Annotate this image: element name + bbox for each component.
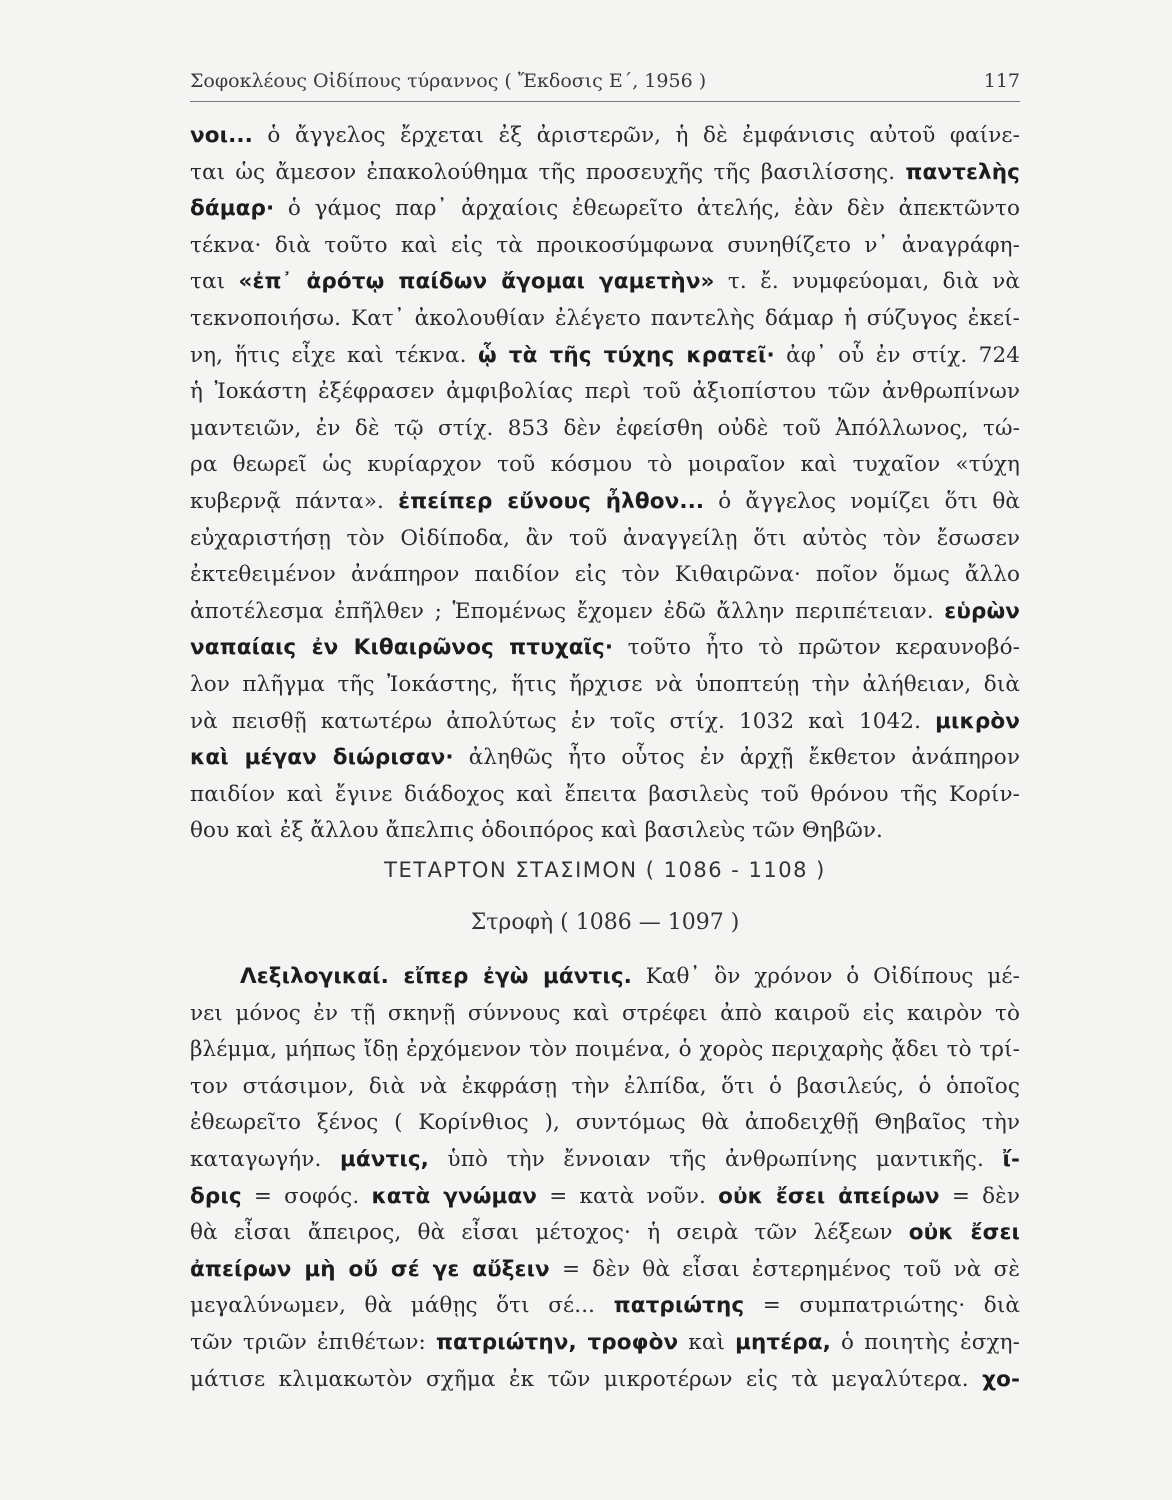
bold-term: δρις xyxy=(190,1183,242,1209)
text-line xyxy=(190,118,1020,155)
text-run: νὰ πεισθῇ κατωτέρω ἀπολύτως ἐν τοῖς στίχ. 1032 καὶ 1042. xyxy=(190,708,936,734)
text-run: θὰ εἶσαι ἄπειρος, θὰ εἶσαι μέτοχος· ἡ σειρὰ τῶν λέξεων xyxy=(190,1220,909,1246)
text-line xyxy=(190,155,1020,192)
text-line xyxy=(190,1252,1020,1289)
text-line xyxy=(190,484,1020,521)
text-line xyxy=(190,777,1020,814)
bold-term: μάντις, xyxy=(340,1146,429,1172)
running-header xyxy=(190,70,1020,92)
text-line xyxy=(190,996,1020,1033)
text-line xyxy=(190,740,1020,777)
running-title: Σοφοκλέους Οἰδίπους τύραννος ( Ἔκδοσις Ε΄, 1956 ) xyxy=(190,70,707,92)
section-title: ΤΕΤΑΡΤΟΝ ΣΤΑΣΙΜΟΝ ( 1086 - 1108 ) xyxy=(384,858,826,882)
text-line xyxy=(190,338,1020,375)
text-line xyxy=(190,1105,1020,1142)
text-run: τον στάσιμον, διὰ νὰ ἐκφράσῃ τὴν ἐλπίδα, ὅτι ὁ βασιλεύς, ὁ ὁποῖος xyxy=(190,1073,1020,1099)
text-run: μαντειῶν, ἐν δὲ τῷ στίχ. 853 δὲν ἐφείσθη οὐδὲ τοῦ Ἀπόλλωνος, τώ- xyxy=(190,415,1020,441)
text-run: ἐθεωρεῖτο ξένος ( Κορίνθιος ), συντόμως θὰ ἀποδειχθῇ Θηβαῖος τὴν xyxy=(190,1110,1020,1136)
bold-term: ἀπείρων μὴ οὔ σέ γε αὔξειν xyxy=(190,1256,550,1282)
text-line xyxy=(190,1325,1020,1362)
text-run: ται xyxy=(190,269,239,295)
bold-term: καὶ μέγαν διώρισαν· xyxy=(190,745,454,771)
text-run: ἀποτέλεσμα ἐπῆλθεν ; Ἑπομένως ἔχομεν ἐδῶ ἄλλην περιπέτειαν. xyxy=(190,598,945,624)
bold-term: οὐκ ἔσει ἀπείρων xyxy=(718,1183,940,1209)
text-line xyxy=(190,264,1020,301)
text-run: ἀφ᾽ οὗ ἐν στίχ. 724 xyxy=(774,342,1020,368)
text-run: καὶ xyxy=(678,1329,736,1355)
text-run: τοῦτο ἦτο τὸ πρῶτον κεραυνοβό- xyxy=(613,635,1020,661)
text-line xyxy=(190,594,1020,631)
text-line xyxy=(190,1362,1020,1399)
bold-term: Λεξιλογικαί. εἴπερ ἐγὼ μάντις. xyxy=(240,964,632,989)
text-run: ἡ Ἰοκάστη ἐξέφρασεν ἀμφιβολίας περὶ τοῦ ἀξιοπίστου τῶν ἀνθρωπίνων xyxy=(190,379,1020,405)
text-line xyxy=(190,447,1020,484)
text-line xyxy=(190,1288,1020,1325)
commentary-paragraph-2 xyxy=(190,959,1020,1398)
text-run: ὁ γάμος παρ᾽ ἀρχαίοις ἐθεωρεῖτο ἀτελής, ἐὰν δὲν ἀπεκτῶντο xyxy=(274,196,1020,222)
text-line xyxy=(190,813,1020,850)
text-run: τῶν τριῶν ἐπιθέτων: xyxy=(190,1329,436,1355)
bold-term: μητέρα, xyxy=(735,1329,831,1355)
text-line xyxy=(190,1179,1020,1216)
text-run: νει μόνος ἐν τῇ σκηνῇ σύννους καὶ στρέφει ἀπὸ καιροῦ εἰς καιρὸν τὸ xyxy=(190,1000,1020,1026)
bold-term: ᾧ τὰ τῆς τύχης κρατεῖ· xyxy=(477,342,775,368)
text-line xyxy=(190,557,1020,594)
text-line xyxy=(190,1069,1020,1106)
text-line xyxy=(190,959,1020,996)
text-run: εὐχαριστήσῃ τὸν Οἰδίποδα, ἂν τοῦ ἀναγγείλῃ ὅτι αὐτὸς τὸν ἔσωσεν xyxy=(190,525,1020,551)
bold-term: παντελὴς xyxy=(905,159,1020,185)
bold-term: «ἐπ᾽ ἀρότῳ παίδων ἄγομαι γαμετὴν» xyxy=(238,269,715,295)
text-line xyxy=(190,1142,1020,1179)
bold-term: οὐκ ἔσει xyxy=(908,1220,1020,1246)
text-line xyxy=(190,1032,1020,1069)
bold-term: ναπαίαις ἐν Κιθαιρῶνος πτυχαῖς· xyxy=(190,635,614,661)
text-line xyxy=(190,411,1020,448)
text-run: = δὲν θὰ εἶσαι ἐστερημένος τοῦ νὰ σὲ xyxy=(549,1256,1020,1282)
text-run: καταγωγήν. xyxy=(190,1146,340,1172)
text-run: θου καὶ ἐξ ἄλλου ἄπελπις ὁδοιπόρος καὶ βασιλεὺς τῶν Θηβῶν. xyxy=(190,818,883,844)
text-run: μεγαλύνωμεν, θὰ μάθῃς ὅτι σέ... xyxy=(190,1293,614,1319)
section-subtitle: Στροφὴ ( 1086 — 1097 ) xyxy=(470,910,740,935)
text-run: ἐκτεθειμένον ἀνάπηρον παιδίον εἰς τὸν Κιθαιρῶνα· ποῖον ὅμως ἄλλο xyxy=(190,562,1020,588)
text-run: νη, ἥτις εἶχε καὶ τέκνα. xyxy=(190,342,478,368)
bold-term: νοι... xyxy=(190,123,253,148)
text-line xyxy=(190,630,1020,667)
text-line xyxy=(190,704,1020,741)
bold-term: πατριώτης xyxy=(613,1293,745,1319)
text-run: = συμπατριώτης· διὰ xyxy=(744,1293,1020,1319)
text-run: ὁ ἄγγελος ἔρχεται ἐξ ἀριστερῶν, ἡ δὲ ἐμφάνισις αὐτοῦ φαίνε- xyxy=(252,123,1020,148)
text-line xyxy=(190,191,1020,228)
text-run: τέκνα· διὰ τοῦτο καὶ εἰς τὰ προικοσύμφωνα συνηθίζετο ν᾽ ἀναγράφη- xyxy=(190,232,1020,258)
page-number: 117 xyxy=(983,70,1020,92)
text-run: ρα θεωρεῖ ὡς κυρίαρχον τοῦ κόσμου τὸ μοιραῖον καὶ τυχαῖον «τύχη xyxy=(190,452,1020,478)
text-run: λον πλῆγμα τῆς Ἰοκάστης, ἥτις ἤρχισε νὰ ὑποπτεύῃ τὴν ἀλήθειαν, διὰ xyxy=(190,671,1020,697)
bold-term: εὑρὼν xyxy=(944,598,1020,624)
text-run: τ. ἔ. νυμφεύομαι, διὰ νὰ xyxy=(714,269,1020,295)
text-run: = δὲν xyxy=(939,1183,1020,1209)
text-run: = σοφός. xyxy=(241,1183,372,1209)
text-run: Καθ᾽ ὃν χρόνον ὁ Οἰδίπους μέ- xyxy=(631,964,1020,989)
text-line xyxy=(190,301,1020,338)
bold-term: δάμαρ· xyxy=(190,196,275,222)
bold-term: χο- xyxy=(982,1366,1020,1392)
text-run: τεκνοποιήσω. Κατ᾽ ἀκολουθίαν ἐλέγετο παντελὴς δάμαρ ἡ σύζυγος ἐκεί- xyxy=(190,305,1020,331)
text-run: κυβερνᾷ πάντα». xyxy=(190,488,399,514)
bold-term: ἐπείπερ εὔνους ἦλθον... xyxy=(398,488,705,514)
text-run: βλέμμα, μήπως ἴδῃ ἐρχόμενον τὸν ποιμένα, ὁ χορὸς περιχαρὴς ᾄδει τὸ τρί- xyxy=(190,1037,1020,1063)
text-run: = κατὰ νοῦν. xyxy=(537,1183,719,1209)
header-rule xyxy=(190,101,1020,102)
bold-term: μικρὸν xyxy=(935,708,1020,734)
text-run: ὁ ἄγγελος νομίζει ὅτι θὰ xyxy=(704,488,1020,514)
text-line xyxy=(190,667,1020,704)
text-run: παιδίον καὶ ἔγινε διάδοχος καὶ ἔπειτα βασιλεὺς τοῦ θρόνου τῆς Κορίν- xyxy=(190,781,1020,807)
text-line xyxy=(190,374,1020,411)
text-run: μάτισε κλιμακωτὸν σχῆμα ἐκ τῶν μικροτέρων εἰς τὰ μεγαλύτερα. xyxy=(190,1366,983,1392)
text-run: ὁ ποιητὴς ἐσχη- xyxy=(830,1329,1021,1355)
text-line xyxy=(190,228,1020,265)
bold-term: ἴ- xyxy=(1002,1146,1020,1172)
commentary-paragraph-1 xyxy=(190,118,1020,850)
text-run: ὑπὸ τὴν ἔννοιαν τῆς ἀνθρωπίνης μαντικῆς. xyxy=(428,1146,1003,1172)
text-line xyxy=(190,1215,1020,1252)
bold-term: πατριώτην, τροφὸν xyxy=(435,1329,679,1355)
text-run: ται ὡς ἄμεσον ἐπακολούθημα τῆς προσευχῆς τῆς βασιλίσσης. xyxy=(190,159,906,185)
bold-term: κατὰ γνώμαν xyxy=(371,1183,538,1209)
text-run: ἀληθῶς ἦτο οὗτος ἐν ἀρχῇ ἔκθετον ἀνάπηρον xyxy=(453,745,1020,771)
text-line xyxy=(190,521,1020,558)
